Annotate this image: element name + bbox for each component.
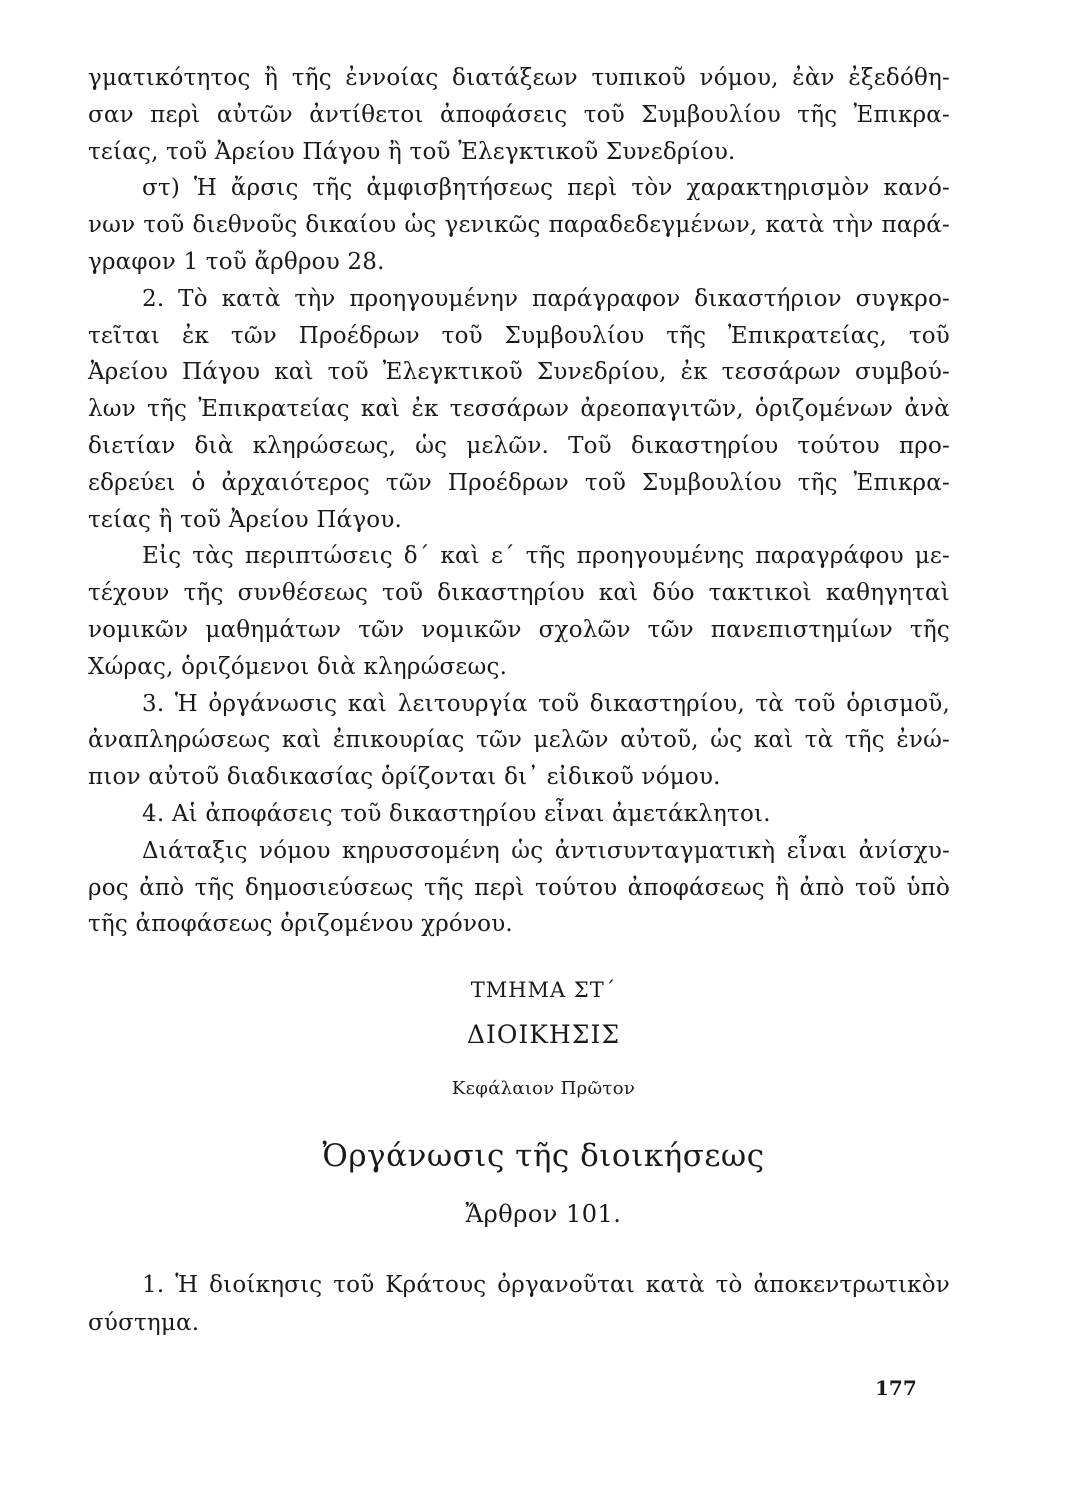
text-line: λων τῆς Ἐπικρατείας καὶ ἐκ τεσσάρων ἀρεοπαγιτῶν, ὁριζομένων ἀνὰ: [88, 396, 950, 423]
text-line: τεῖται ἐκ τῶν Προέδρων τοῦ Συμβουλίου τῆς Ἐπικρατείας, τοῦ: [88, 322, 950, 349]
page-number: 177: [875, 1376, 917, 1400]
text-line: εδρεύει ὁ ἀρχαιότερος τῶν Προέδρων τοῦ Συμβουλίου τῆς Ἐπικρα-: [88, 469, 950, 496]
chapter-label: Κεφάλαιον Πρῶτον: [451, 1078, 636, 1099]
body-text: [88, 60, 950, 943]
text-line: νων τοῦ διεθνοῦς δικαίου ὡς γενικῶς παραδεδεγμένων, κατὰ τὴν παρά-: [88, 212, 950, 239]
text-line: διετίαν διὰ κληρώσεως, ὡς μελῶν. Τοῦ δικαστηρίου τούτου προ-: [88, 432, 950, 459]
text-line: Χώρας, ὁριζόμενοι διὰ κληρώσεως.: [88, 653, 508, 680]
text-line: 3. Ἡ ὀργάνωσις καὶ λειτουργία τοῦ δικαστηρίου, τὰ τοῦ ὁρισμοῦ,: [142, 690, 950, 717]
text-line: τείας, τοῦ Ἀρείου Πάγου ἢ τοῦ Ἐλεγκτικοῦ Συνεδρίου.: [88, 138, 736, 165]
text-line: τῆς ἀποφάσεως ὁριζομένου χρόνου.: [88, 911, 513, 938]
text-line: γραφον 1 τοῦ ἄρθρου 28.: [88, 248, 385, 275]
text-line: ρος ἀπὸ τῆς δημοσιεύσεως τῆς περὶ τούτου ἀποφάσεως ἢ ἀπὸ τοῦ ὑπὸ: [88, 874, 950, 901]
text-line: σαν περὶ αὐτῶν ἀντίθετοι ἀποφάσεις τοῦ Συμβουλίου τῆς Ἐπικρα-: [88, 101, 950, 128]
chapter-heading: Ὀργάνωσις τῆς διοικήσεως: [322, 1138, 765, 1174]
text-line: 2. Τὸ κατὰ τὴν προηγουμένην παράγραφον δικαστήριον συγκρο-: [142, 285, 950, 312]
text-line: τείας ἢ τοῦ Ἀρείου Πάγου.: [88, 506, 403, 533]
part-title: ΔΙΟΙΚΗΣΙΣ: [466, 1020, 620, 1049]
text-line: τέχουν τῆς συνθέσεως τοῦ δικαστηρίου καὶ δύο τακτικοὶ καθηγηταὶ: [88, 580, 950, 607]
text-line: πιον αὐτοῦ διαδικασίας ὁρίζονται δι᾽ εἰδικοῦ νόμου.: [88, 764, 721, 791]
article-text: [88, 1266, 950, 1342]
section-label: ΤΜΗΜΑ ΣΤ΄: [470, 978, 617, 1002]
text-line: 1. Ἡ διοίκησις τοῦ Κράτους ὀργανοῦται κατὰ τὸ ἀποκεντρωτικὸν: [142, 1272, 950, 1298]
text-line: Διάταξις νόμου κηρυσσομένη ὡς ἀντισυνταγματικὴ εἶναι ἀνίσχυ-: [142, 837, 950, 864]
text-line: ἀναπληρώσεως καὶ ἐπικουρίας τῶν μελῶν αὐτοῦ, ὡς καὶ τὰ τῆς ἐνώ-: [88, 727, 950, 754]
article-label: Ἄρθρον 101.: [465, 1200, 622, 1228]
text-line: σύστημα.: [88, 1310, 200, 1336]
text-line: Ἀρείου Πάγου καὶ τοῦ Ἐλεγκτικοῦ Συνεδρίου, ἐκ τεσσάρων συμβού-: [88, 359, 950, 386]
text-line: Εἰς τὰς περιπτώσεις δ΄ καὶ ε΄ τῆς προηγουμένης παραγράφου με-: [142, 543, 950, 570]
text-line: νομικῶν μαθημάτων τῶν νομικῶν σχολῶν τῶν πανεπιστημίων τῆς: [88, 616, 950, 643]
text-line: 4. Αἱ ἀποφάσεις τοῦ δικαστηρίου εἶναι ἀμετάκλητοι.: [142, 800, 771, 827]
text-line: γματικότητος ἢ τῆς ἐννοίας διατάξεων τυπικοῦ νόμου, ἐὰν ἐξεδόθη-: [88, 65, 950, 91]
text-line: στ) Ἡ ἄρσις τῆς ἀμφισβητήσεως περὶ τὸν χαρακτηρισμὸν κανό-: [142, 175, 950, 202]
